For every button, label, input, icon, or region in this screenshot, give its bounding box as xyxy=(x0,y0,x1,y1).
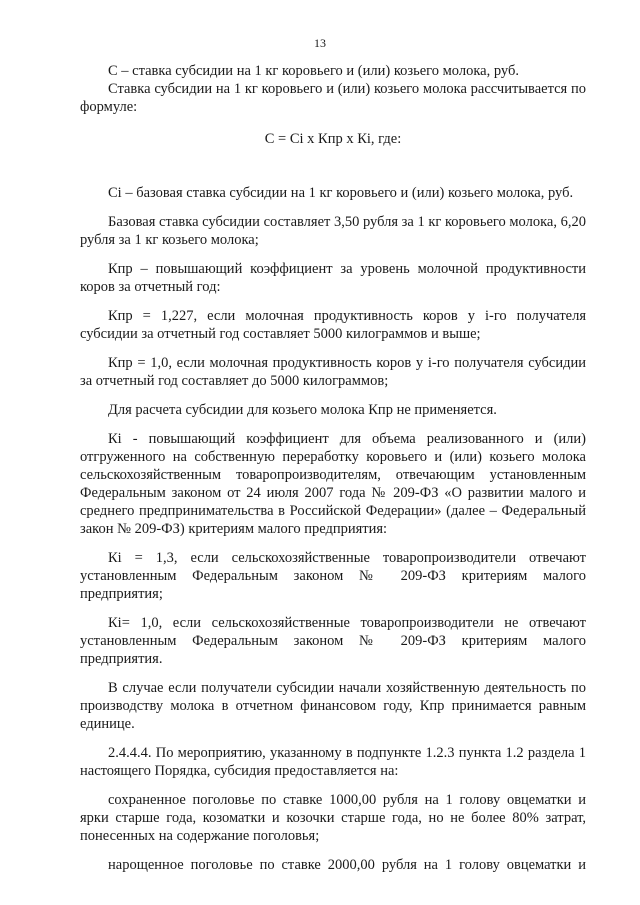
paragraph-ki-small: Кi = 1,3, если сельскохозяйственные товаропроизводители отвечают установленным Федеральным законом № 209-ФЗ критериям малого предприятия; xyxy=(80,550,586,602)
paragraph-kpr-goat: Для расчета субсидии для козьего молока Кпр не применяется. xyxy=(108,402,497,418)
document-body xyxy=(80,62,586,874)
paragraph-preserved-livestock: сохраненное поголовье по ставке 1000,00 рубля на 1 голову овцематки и ярки старше года, козоматки и козочки старше года, но не более 80% затрат, понесенных на содержание поголовья; xyxy=(80,792,586,844)
formula: С = Сi х Кпр х Кi, где: xyxy=(264,131,402,147)
paragraph-section-2-4-4-4: 2.4.4.4. По мероприятию, указанному в подпункте 1.2.3 пункта 1.2 раздела 1 настоящего Порядка, субсидия предоставляется на: xyxy=(80,745,586,779)
paragraph-rate-definition: С – ставка субсидии на 1 кг коровьего и (или) козьего молока, руб. xyxy=(108,63,519,79)
paragraph-kpr-definition: Кпр – повышающий коэффициент за уровень молочной продуктивности коров за отчетный год: xyxy=(80,261,586,295)
paragraph-kpr-high: Кпр = 1,227, если молочная продуктивность коров у i-го получателя субсидии за отчетный год составляет 5000 килограммов и выше; xyxy=(80,308,586,342)
paragraph-new-producers: В случае если получатели субсидии начали хозяйственную деятельность по производству молока в отчетном финансовом году, Кпр принимается равным единице. xyxy=(80,680,586,732)
paragraph-ki-not-small: Кi= 1,0, если сельскохозяйственные товаропроизводители не отвечают установленным Федеральным законом № 209-ФЗ критериям малого предприятия. xyxy=(80,615,586,667)
paragraph-increased-livestock: нарощенное поголовье по ставке 2000,00 рубля на 1 голову овцематки и xyxy=(108,857,586,873)
page-number: 13 xyxy=(314,36,326,50)
paragraph-kpr-low: Кпр = 1,0, если молочная продуктивность коров у i-го получателя субсидии за отчетный год составляет до 5000 килограммов; xyxy=(80,355,586,389)
paragraph-base-rate-definition: Сi – базовая ставка субсидии на 1 кг коровьего и (или) козьего молока, руб. xyxy=(108,185,574,201)
paragraph-base-rate-values: Базовая ставка субсидии составляет 3,50 рубля за 1 кг коровьего молока, 6,20 рубля за 1 кг козьего молока; xyxy=(80,214,586,248)
paragraph-rate-formula-intro: Ставка субсидии на 1 кг коровьего и (или) козьего молока рассчитывается по формуле: xyxy=(80,81,586,115)
paragraph-ki-definition: Кi - повышающий коэффициент для объема реализованного и (или) отгруженного на собственную переработку коровьего и (или) козьего молока сельскохозяйственным товаропроизводителям, отвечающим установленным Федеральным законом от 24 июля 2007 года № 209-ФЗ «О развитии малого и среднего предпринимательства в Российской Федерации» (далее – Федеральный закон № 209-ФЗ) критериям малого предприятия: xyxy=(80,431,586,537)
